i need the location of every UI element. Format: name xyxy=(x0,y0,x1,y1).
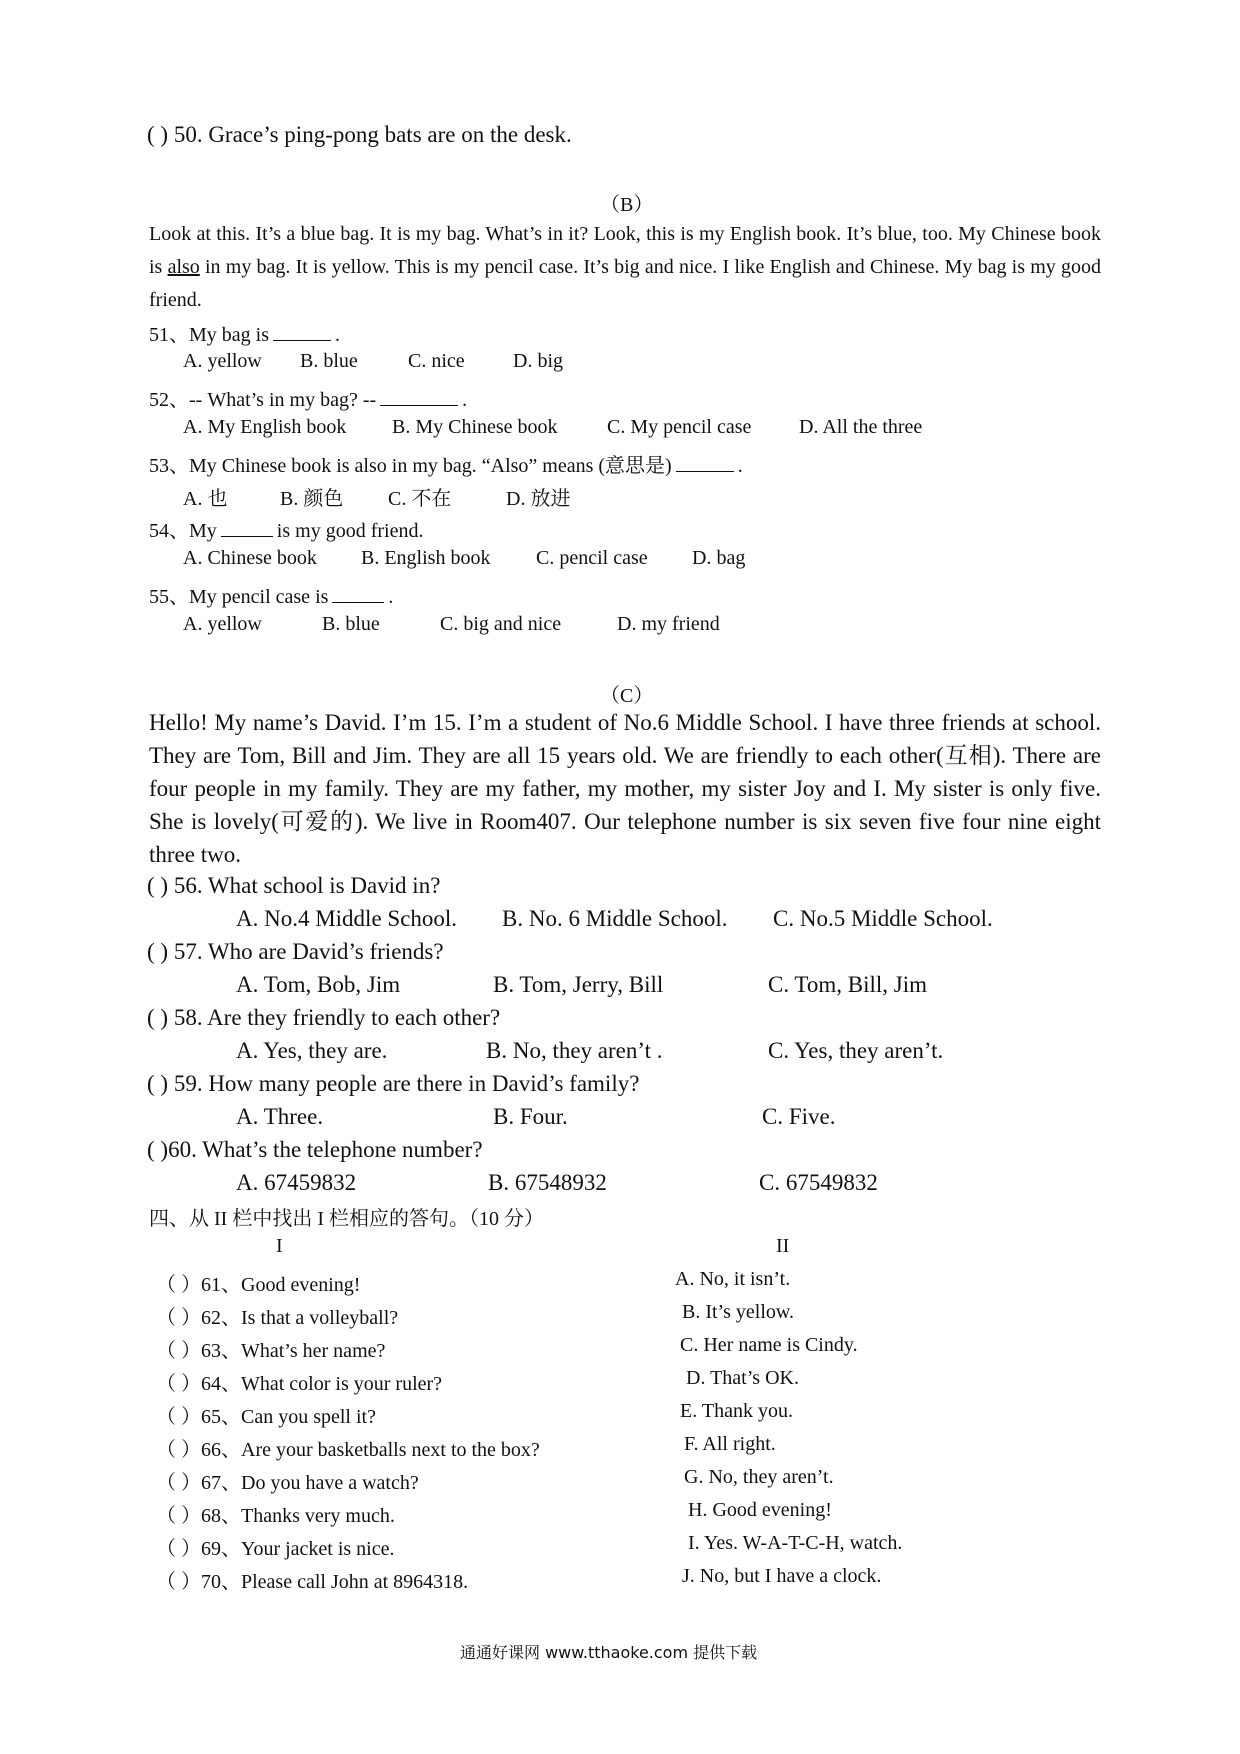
q57-option-a: A. Tom, Bob, Jim xyxy=(236,972,401,997)
q55-option-c: C. big and nice xyxy=(440,613,562,635)
q60-option-b: B. 67548932 xyxy=(488,1170,607,1195)
q53-option-c: C. 不在 xyxy=(388,488,452,510)
question-55: 55、My pencil case is . xyxy=(149,586,394,608)
match-right-a: A. No, it isn’t. xyxy=(675,1268,791,1290)
q59-option-c: C. Five. xyxy=(762,1104,836,1129)
section-b-passage: Look at this. It’s a blue bag. It is my bag. What’s in it? Look, this is my English book. It’s blue, too. My Chinese book is also in my bag. It is yellow. This is my pencil case. It’s big and nice. I like English and Chinese. My bag is my good friend. xyxy=(149,223,1101,311)
section-c-passage: Hello! My name’s David. I’m 15. I’m a student of No.6 Middle School. I have three friends at school. They are Tom, Bill and Jim. They are all 15 years old. We are friendly to each other(互相). There are four people in my family. They are my father, my mother, my sister Joy and I. My sister is only five. She is lovely(可爱的). We live in Room407. Our telephone number is six seven five four nine eight three two. xyxy=(149,710,1101,867)
question-54: 54、My is my good friend. xyxy=(149,520,424,542)
q55-option-d: D. my friend xyxy=(617,613,720,635)
match-left-68: （ ）68、Thanks very much. xyxy=(156,1505,395,1527)
match-left-63: （ ）63、What’s her name? xyxy=(156,1340,386,1362)
q53-option-a: A. 也 xyxy=(183,488,228,510)
q56-option-b: B. No. 6 Middle School. xyxy=(502,906,728,931)
q59-option-a: A. Three. xyxy=(236,1104,324,1129)
match-right-e: E. Thank you. xyxy=(680,1400,793,1422)
match-right-b: B. It’s yellow. xyxy=(682,1301,795,1323)
match-left-65: （ ）65、Can you spell it? xyxy=(156,1406,376,1428)
match-right-i: I. Yes. W-A-T-C-H, watch. xyxy=(688,1532,903,1554)
q54-option-d: D. bag xyxy=(692,547,746,569)
q54-option-b: B. English book xyxy=(361,547,491,569)
q53-option-d: D. 放进 xyxy=(506,488,571,510)
question-52: 52、-- What’s in my bag? -- . xyxy=(149,389,468,411)
q60-option-c: C. 67549832 xyxy=(759,1170,878,1195)
match-left-64: （ ）64、What color is your ruler? xyxy=(156,1373,443,1395)
match-right-j: J. No, but I have a clock. xyxy=(682,1565,882,1587)
match-right-d: D. That’s OK. xyxy=(686,1367,799,1389)
q56-option-a: A. No.4 Middle School. xyxy=(236,906,458,931)
question-58: ( ) 58. Are they friendly to each other? xyxy=(147,1005,501,1030)
q58-option-a: A. Yes, they are. xyxy=(236,1038,388,1063)
match-left-69: （ ）69、Your jacket is nice. xyxy=(156,1538,395,1560)
q57-option-b: B. Tom, Jerry, Bill xyxy=(493,972,664,997)
q56-option-c: C. No.5 Middle School. xyxy=(773,906,993,931)
match-right-g: G. No, they aren’t. xyxy=(684,1466,834,1488)
q54-option-c: C. pencil case xyxy=(536,547,648,569)
q52-option-b: B. My Chinese book xyxy=(392,416,558,438)
match-right-h: H. Good evening! xyxy=(688,1499,832,1521)
q53-option-b: B. 颜色 xyxy=(280,488,344,510)
column-i-header: I xyxy=(276,1235,283,1257)
match-left-67: （ ）67、Do you have a watch? xyxy=(156,1472,419,1494)
q52-option-c: C. My pencil case xyxy=(607,416,752,438)
question-59: ( ) 59. How many people are there in David’s family? xyxy=(147,1071,640,1096)
match-right-f: F. All right. xyxy=(684,1433,776,1455)
section-c-heading: （C） xyxy=(600,685,654,707)
q51-option-a: A. yellow xyxy=(183,350,262,372)
question-57: ( ) 57. Who are David’s friends? xyxy=(147,939,444,964)
q51-option-b: B. blue xyxy=(300,350,358,372)
q51-option-c: C. nice xyxy=(408,350,465,372)
q54-option-a: A. Chinese book xyxy=(183,547,317,569)
q51-option-d: D. big xyxy=(513,350,563,372)
question-60: ( )60. What’s the telephone number? xyxy=(147,1137,483,1162)
match-right-c: C. Her name is Cindy. xyxy=(680,1334,858,1356)
page-footer: 通通好课网 www.tthaoke.com 提供下载 xyxy=(460,1643,758,1662)
q59-option-b: B. Four. xyxy=(493,1104,568,1129)
section-four-heading: 四、从 II 栏中找出 I 栏相应的答句。（10 分） xyxy=(149,1208,544,1230)
match-left-62: （ ）62、Is that a volleyball? xyxy=(156,1307,399,1329)
question-51: 51、My bag is . xyxy=(149,324,340,346)
column-ii-header: II xyxy=(776,1235,790,1257)
question-56: ( ) 56. What school is David in? xyxy=(147,873,441,898)
q55-option-a: A. yellow xyxy=(183,613,262,635)
match-left-66: （ ）66、Are your basketballs next to the box? xyxy=(156,1439,540,1461)
q57-option-c: C. Tom, Bill, Jim xyxy=(768,972,928,997)
q52-option-d: D. All the three xyxy=(799,416,923,438)
q58-option-c: C. Yes, they aren’t. xyxy=(768,1038,944,1063)
question-53: 53、My Chinese book is also in my bag. “Also” means (意思是) . xyxy=(149,455,743,477)
q60-option-a: A. 67459832 xyxy=(236,1170,357,1195)
section-b-heading: （B） xyxy=(600,194,654,216)
q52-option-a: A. My English book xyxy=(183,416,347,438)
q55-option-b: B. blue xyxy=(322,613,380,635)
match-left-70: （ ）70、Please call John at 8964318. xyxy=(156,1571,469,1593)
q58-option-b: B. No, they aren’t . xyxy=(486,1038,663,1063)
match-left-61: （ ）61、Good evening! xyxy=(156,1274,361,1296)
question-50: ( ) 50. Grace’s ping-pong bats are on the desk. xyxy=(147,122,572,147)
